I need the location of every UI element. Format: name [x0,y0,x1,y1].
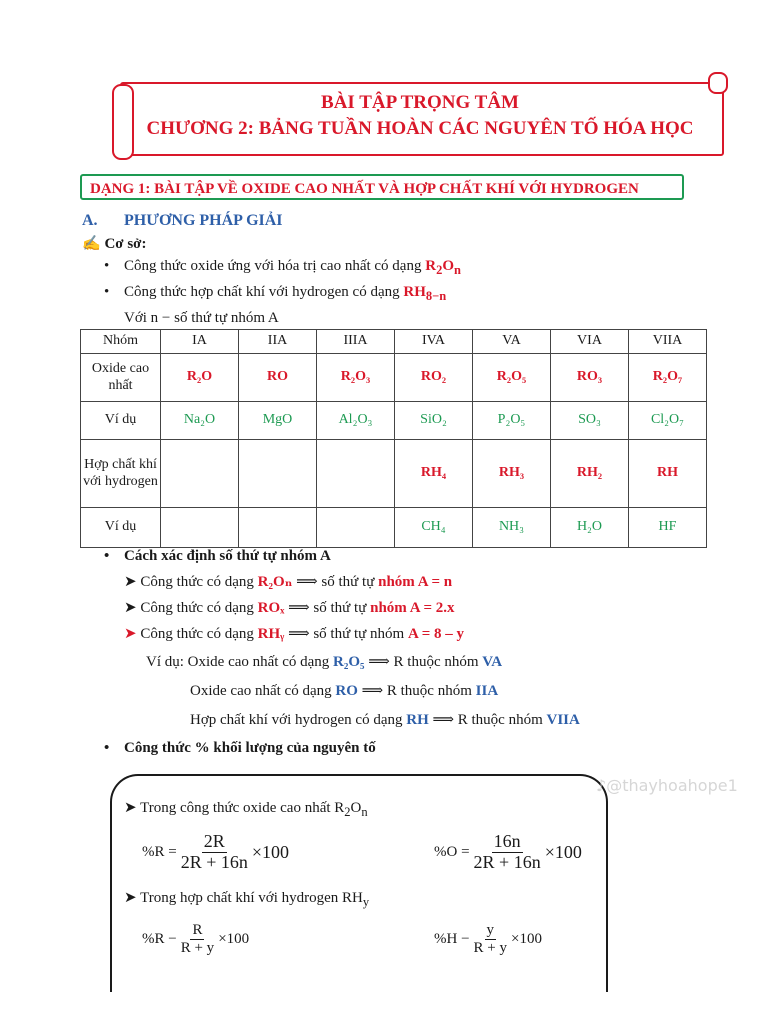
rule-2: ➤ Công thức có dạng ROₓ ⟹ số thứ tự nhóm A = 2.x [124,600,455,616]
bullet-oxide-text: Công thức oxide ứng với hóa trị cao nhất có dạng [124,258,422,274]
table-cell: R₂O₇ [629,354,707,402]
table-cell [317,508,395,548]
table-header-cell: IVA [395,330,473,354]
table-header-cell: VA [473,330,551,354]
table-header-cell: IA [161,330,239,354]
table-row-label: Oxide cao nhất [81,354,161,402]
rule-1: ➤ Công thức có dạng R₂Oₙ ⟹ số thứ tự nhóm A = n [124,574,453,590]
arrow-bullet-icon: ➤ [124,626,137,642]
watermark: ♪@thayhoahope1 [596,776,738,795]
arrow-bullet-icon: ➤ [124,800,137,816]
rule-3: ➤ Công thức có dạng RHᵧ ⟹ số thứ tự nhóm A = 8 – y [124,626,465,642]
hydrogen-general-formula: $RH_{8-n}$ [403,284,447,303]
table-cell [239,440,317,508]
table-row-hydrogen-example [81,508,707,548]
arrow-bullet-icon: ➤ [124,600,137,616]
table-cell: SO₃ [551,402,629,440]
group-table [80,329,707,548]
arrow-bullet-icon: ➤ [124,574,137,590]
box-oxide-line: ➤ Trong công thức oxide cao nhất $R_2O_n$ [124,800,368,819]
table-cell [161,508,239,548]
table-cell: Al₂O₃ [317,402,395,440]
dang-heading: DẠNG 1: BÀI TẬP VỀ OXIDE CAO NHẤT VÀ HỢP CHẤT KHÍ VỚI HYDROGEN [80,174,684,200]
n-definition: Với n − số thứ tự nhóm A [124,310,279,326]
section-a-title: PHƯƠNG PHÁP GIẢI [124,212,283,229]
table-row-label: Hợp chất khí với hydrogen [81,440,161,508]
table-cell [317,440,395,508]
table-header-cell: IIA [239,330,317,354]
banner-title: BÀI TẬP TRỌNG TÂM [321,92,519,113]
mass-percent-heading: • Công thức % khối lượng của nguyên tố [124,740,376,757]
bullet-hydrogen [124,284,446,304]
example-3: Hợp chất khí với hydrogen có dạng RH ⟹ R thuộc nhóm VIIA [190,712,580,728]
example-2: Oxide cao nhất có dạng RO ⟹ R thuộc nhóm IIA [190,683,499,699]
table-row-label: Ví dụ [81,508,161,548]
table-cell: Cl₂O₇ [629,402,707,440]
table-cell: CH₄ [395,508,473,548]
determine-heading: • Cách xác định số thứ tự nhóm A [124,548,331,565]
table-cell: NH₃ [473,508,551,548]
table-cell: R₂O₅ [473,354,551,402]
oxide-general-formula: $R_2O_n$ [425,258,461,277]
bullet-oxide [124,258,461,278]
pencil-icon: ✍ [82,236,101,252]
section-a-heading [82,212,283,230]
banner-chapter: CHƯƠNG 2: BẢNG TUẦN HOÀN CÁC NGUYÊN TỐ HÓA HỌC [146,118,694,139]
table-header-cell: Nhóm [81,330,161,354]
table-cell: Na₂O [161,402,239,440]
table-row-oxide [81,354,707,402]
table-cell: P₂O₅ [473,402,551,440]
table-header-cell: VIIA [629,330,707,354]
table-cell: RO [239,354,317,402]
box-hydrogen-line: ➤ Trong hợp chất khí với hydrogen $RH_y$ [124,890,370,909]
table-row-hydrogen [81,440,707,508]
example-1: Ví dụ: Oxide cao nhất có dạng R₂O₅ ⟹ R thuộc nhóm VA [146,654,503,670]
table-cell: R₂O [161,354,239,402]
formula-percent-r-oxide: %R = $\frac{2R}{2R + 16n}$ ×100 [142,831,290,872]
formula-percent-r-hydrogen: %R − $\frac{R}{R + y}$ ×100 [142,922,250,956]
table-row-label: Ví dụ [81,402,161,440]
table-cell: H₂O [551,508,629,548]
table-row-oxide-example [81,402,707,440]
table-cell: RO₂ [395,354,473,402]
table-header-cell: IIIA [317,330,395,354]
table-cell [161,440,239,508]
table-cell: RH₄ [395,440,473,508]
formula-percent-h: %H − $\frac{y}{R + y}$ ×100 [434,922,542,956]
arrow-bullet-icon: ➤ [124,890,137,906]
table-row-header [81,330,707,354]
table-cell: R₂O₃ [317,354,395,402]
co-so-label: Cơ sở: [104,236,147,252]
table-header-cell: VIA [551,330,629,354]
formula-percent-o: %O = $\frac{16n}{2R + 16n}$ ×100 [434,831,582,872]
table-cell: RO₃ [551,354,629,402]
banner-curl-right [708,72,728,94]
table-cell: RH [629,440,707,508]
bullet-hydrogen-text: Công thức hợp chất khí với hydrogen có dạng [124,284,400,300]
table-cell: RH₃ [473,440,551,508]
section-a-letter: A. [82,212,98,229]
table-cell: MgO [239,402,317,440]
table-cell: SiO₂ [395,402,473,440]
table-cell [239,508,317,548]
table-cell: RH₂ [551,440,629,508]
table-cell: HF [629,508,707,548]
co-so-heading [82,234,146,253]
